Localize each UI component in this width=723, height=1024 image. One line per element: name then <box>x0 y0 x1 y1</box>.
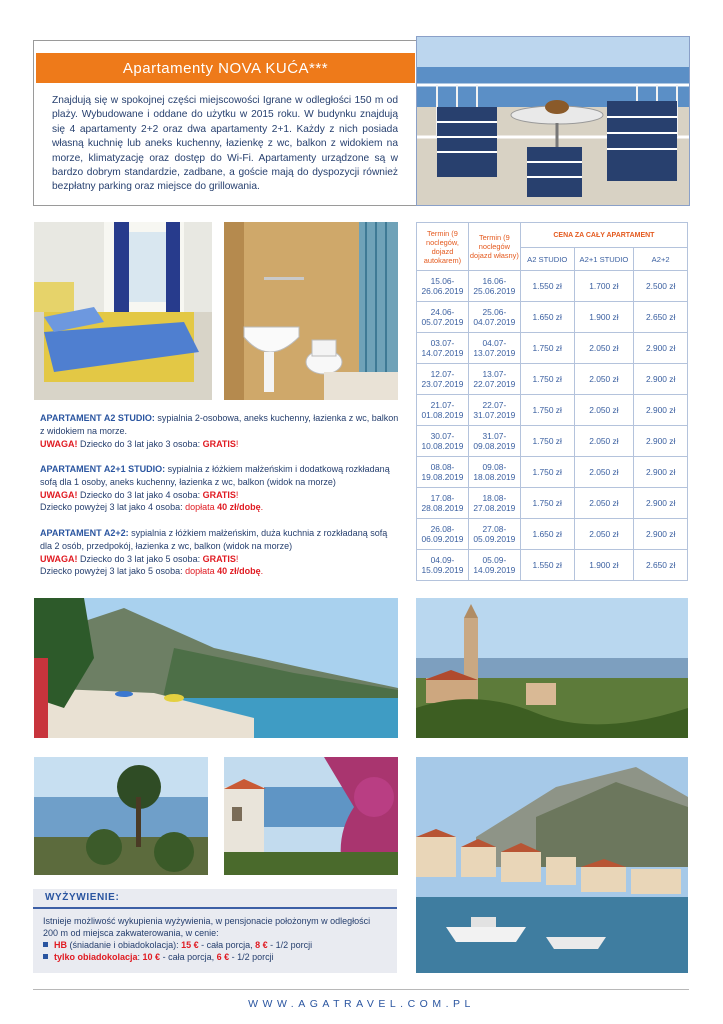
note-text: Dziecko do 3 lat jako 5 osoba: <box>77 553 203 564</box>
food-item-price-full: 15 € <box>181 940 199 950</box>
price-a2-studio-cell: 1.650 zł <box>520 519 574 550</box>
col-a2-2: A2+2 <box>634 248 688 271</box>
food-item-price-full: 10 € <box>142 952 161 962</box>
price-row <box>417 271 688 302</box>
term-own-cell: 05.09- 14.09.2019 <box>468 550 520 581</box>
food-item-dinner <box>43 951 387 963</box>
gratis-label: GRATIS <box>202 489 236 500</box>
price-row <box>417 519 688 550</box>
price-table <box>416 222 688 581</box>
surcharge-value: 40 zł/dobę <box>217 502 261 513</box>
food-item-price-half: 6 € <box>216 952 230 962</box>
food-item-price-half: 8 € <box>255 940 268 950</box>
food-item-label-rest: (śniadanie i obiadokolacja): <box>67 940 182 950</box>
apartment-a2-2 <box>40 527 400 578</box>
price-a2-2-cell: 2.650 zł <box>634 302 688 333</box>
food-box <box>33 907 397 973</box>
price-a2-studio-cell: 1.750 zł <box>520 426 574 457</box>
price-a2-1-studio-cell: 2.050 zł <box>574 395 634 426</box>
apartment-title: APARTAMENT A2+2: <box>40 528 129 538</box>
surcharge-value: 40 zł/dobę <box>217 566 261 577</box>
price-a2-2-cell: 2.900 zł <box>634 488 688 519</box>
gratis-label: GRATIS <box>202 553 236 564</box>
warning-label: UWAGA! <box>40 489 78 500</box>
note-end: . <box>260 502 264 513</box>
price-a2-1-studio-cell: 2.050 zł <box>574 457 634 488</box>
price-a2-studio-cell: 1.750 zł <box>520 333 574 364</box>
apartment-title: APARTAMENT A2+1 STUDIO: <box>40 464 166 474</box>
warning-label: UWAGA! <box>40 438 78 449</box>
bathroom-photo <box>224 222 398 400</box>
term-coach-cell: 24.06- 05.07.2019 <box>417 302 469 333</box>
term-coach-cell: 04.09- 15.09.2019 <box>417 550 469 581</box>
bullet-icon <box>43 954 48 959</box>
price-a2-1-studio-cell: 2.050 zł <box>574 488 634 519</box>
term-own-cell: 22.07- 31.07.2019 <box>468 395 520 426</box>
food-item-label: tylko obiadokolacja <box>54 952 138 962</box>
surcharge-label: dopłata <box>185 502 218 513</box>
term-coach-cell: 03.07- 14.07.2019 <box>417 333 469 364</box>
warning-label: UWAGA! <box>40 553 78 564</box>
note-text: Dziecko do 3 lat jako 3 osoba: <box>77 438 203 449</box>
term-own-cell: 25.06- 04.07.2019 <box>468 302 520 333</box>
price-a2-studio-cell: 1.650 zł <box>520 302 574 333</box>
term-coach-cell: 15.06- 26.06.2019 <box>417 271 469 302</box>
price-a2-2-cell: 2.900 zł <box>634 457 688 488</box>
coast-pine-photo <box>34 757 208 875</box>
price-a2-studio-cell: 1.550 zł <box>520 550 574 581</box>
price-a2-1-studio-cell: 1.900 zł <box>574 302 634 333</box>
gratis-label: GRATIS <box>202 438 236 449</box>
price-a2-1-studio-cell: 1.900 zł <box>574 550 634 581</box>
term-own-cell: 31.07- 09.08.2019 <box>468 426 520 457</box>
coast-flowers-photo <box>224 757 398 875</box>
food-item-end: - 1/2 porcji <box>229 952 274 962</box>
term-coach-cell: 21.07- 01.08.2019 <box>417 395 469 426</box>
price-row <box>417 333 688 364</box>
apartment-desc: sypialnia z łóżkiem małżeńskim i dodatkową rozkładaną sofą dla 1 osoby, aneks kuchenny, łazienka z wc, balkon (widok na morze) <box>40 464 390 487</box>
price-a2-studio-cell: 1.750 zł <box>520 457 574 488</box>
food-item-end: - 1/2 porcji <box>267 940 313 950</box>
term-own-cell: 04.07- 13.07.2019 <box>468 333 520 364</box>
price-a2-1-studio-cell: 2.050 zł <box>574 426 634 457</box>
child-note: Dziecko powyżej 3 lat jako 5 osoba: <box>40 566 186 577</box>
price-row <box>417 426 688 457</box>
price-a2-2-cell: 2.900 zł <box>634 364 688 395</box>
food-heading: WYŻYWIENIE: <box>33 889 397 907</box>
price-row <box>417 364 688 395</box>
harbor-town-photo <box>416 757 688 973</box>
food-intro: Istnieje możliwość wykupienia wyżywienia, w pensjonacie położonym w odległości 200 m od miejsca zakwaterowania, w cenie: <box>43 916 371 938</box>
note-end: ! <box>235 489 239 500</box>
apartment-a2-1-studio <box>40 463 400 514</box>
term-own-cell: 27.08- 05.09.2019 <box>468 519 520 550</box>
apartment-title: APARTAMENT A2 STUDIO: <box>40 413 155 423</box>
price-a2-2-cell: 2.900 zł <box>634 395 688 426</box>
price-a2-2-cell: 2.650 zł <box>634 550 688 581</box>
note-end: . <box>260 566 264 577</box>
price-a2-studio-cell: 1.550 zł <box>520 271 574 302</box>
beach-photo <box>34 598 398 738</box>
price-row <box>417 302 688 333</box>
price-a2-1-studio-cell: 2.050 zł <box>574 364 634 395</box>
note-end: ! <box>235 438 239 449</box>
bullet-icon <box>43 942 48 947</box>
price-row <box>417 488 688 519</box>
price-a2-1-studio-cell: 2.050 zł <box>574 519 634 550</box>
food-item-mid: - cała porcja, <box>198 940 256 950</box>
food-item-label: HB <box>54 940 67 950</box>
price-row <box>417 457 688 488</box>
col-term-coach-header: Termin (9 noclegów, dojazd autokarem) <box>417 223 469 271</box>
apartment-a2-studio <box>40 412 400 450</box>
price-row <box>417 550 688 581</box>
balcony-photo <box>416 36 690 206</box>
note-end: ! <box>235 553 239 564</box>
term-coach-cell: 08.08- 19.08.2019 <box>417 457 469 488</box>
term-own-cell: 16.06- 25.06.2019 <box>468 271 520 302</box>
price-header: CENA ZA CAŁY APARTAMENT <box>520 223 687 248</box>
church-tower-photo <box>416 598 688 738</box>
child-note: Dziecko powyżej 3 lat jako 4 osoba: <box>40 502 186 513</box>
price-a2-studio-cell: 1.750 zł <box>520 488 574 519</box>
food-item-label-rest: : <box>137 952 143 962</box>
surcharge-label: dopłata <box>185 566 218 577</box>
price-a2-2-cell: 2.900 zł <box>634 426 688 457</box>
col-a2-1-studio: A2+1 STUDIO <box>574 248 634 271</box>
price-a2-2-cell: 2.500 zł <box>634 271 688 302</box>
website-link[interactable]: WWW.AGATRAVEL.COM.PL <box>248 998 475 1010</box>
price-a2-1-studio-cell: 2.050 zł <box>574 333 634 364</box>
term-own-cell: 13.07- 22.07.2019 <box>468 364 520 395</box>
page-title: Apartamenty NOVA KUĆA*** <box>36 53 415 83</box>
intro-text: Znajdują się w spokojnej części miejscowości Igrane w odległości 150 m od plaży. Wybudowane i oddane do użytku w 2015 roku. W budynku znajdują się 4 apartamenty 2+2 oraz dwa apartamenty 2+1. Każdy z nich posiada własną kuchnię lub aneks kuchenny, łazienkę z wc, balkon z widokiem na morze, klimatyzację oraz dostęp do Wi-Fi. Apartamenty urządzone są w bardzo dobrym standardzie, zadbane, a goście mają do dyspozycji również bezpłatny parking oraz miejsce do grillowania. <box>52 95 398 193</box>
term-coach-cell: 30.07- 10.08.2019 <box>417 426 469 457</box>
price-a2-2-cell: 2.900 zł <box>634 333 688 364</box>
term-coach-cell: 17.08- 28.08.2019 <box>417 488 469 519</box>
food-item-mid: - cała porcja, <box>160 952 217 962</box>
price-a2-studio-cell: 1.750 zł <box>520 395 574 426</box>
footer-divider <box>33 989 689 990</box>
term-own-cell: 09.08- 18.08.2019 <box>468 457 520 488</box>
food-item-hb <box>43 939 387 951</box>
price-a2-1-studio-cell: 1.700 zł <box>574 271 634 302</box>
apartment-desc: sypialnia z łóżkiem małżeńskim, duża kuchnia z rozkładaną sofą dla 2 osób, przedpokój, łazienka z wc, balkon (widok na morze) <box>40 528 388 551</box>
col-a2-studio: A2 STUDIO <box>520 248 574 271</box>
col-term-own-header: Termin (9 noclegów dojazd własny) <box>468 223 520 271</box>
price-a2-studio-cell: 1.750 zł <box>520 364 574 395</box>
term-coach-cell: 12.07- 23.07.2019 <box>417 364 469 395</box>
price-a2-2-cell: 2.900 zł <box>634 519 688 550</box>
bedroom-photo <box>34 222 212 400</box>
note-text: Dziecko do 3 lat jako 4 osoba: <box>77 489 203 500</box>
price-row <box>417 395 688 426</box>
apartment-desc: sypialnia 2-osobowa, aneks kuchenny, łazienka z wc, balkon z widokiem na morze. <box>40 413 399 436</box>
term-coach-cell: 26.08- 06.09.2019 <box>417 519 469 550</box>
term-own-cell: 18.08- 27.08.2019 <box>468 488 520 519</box>
